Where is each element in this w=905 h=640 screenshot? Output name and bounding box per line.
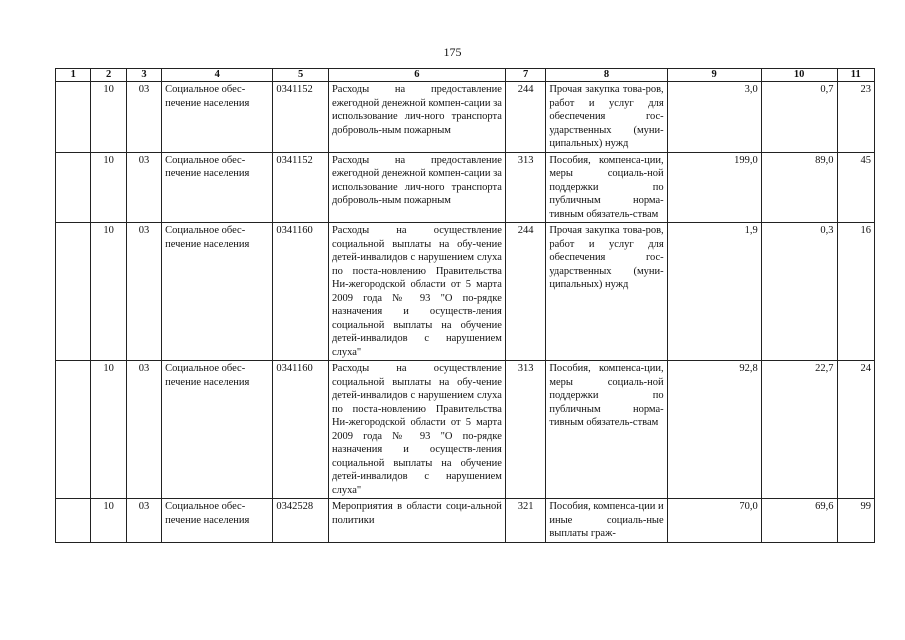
cell-value-actual: 22,7: [761, 361, 837, 499]
cell-section-name: Социальное обес-печение населения: [162, 361, 273, 499]
cell-section: 10: [91, 499, 126, 543]
cell-percent: 45: [837, 152, 874, 223]
cell-col1: [56, 499, 91, 543]
table-row: [56, 499, 875, 543]
cell-expense-description: Мероприятия в области соци-альной политики: [328, 499, 505, 543]
cell-expense-description: Расходы на предоставление ежегодной денежной компен-сации за использование лич-ного транспорта доброволь-ным пожарным: [328, 152, 505, 223]
column-header: 10: [761, 69, 837, 82]
cell-expense-type-code: 321: [505, 499, 545, 543]
cell-value-plan: 199,0: [667, 152, 761, 223]
cell-subsection: 03: [126, 82, 161, 153]
cell-percent: 23: [837, 82, 874, 153]
cell-expense-type-name: Прочая закупка това-ров, работ и услуг для обеспечения гос-ударственных (муни-ципальных) нужд: [546, 223, 667, 361]
cell-target-code: 0341152: [273, 82, 329, 153]
cell-expense-type-name: Пособия, компенса-ции и иные социаль-ные выплаты граж-: [546, 499, 667, 543]
cell-section: 10: [91, 152, 126, 223]
column-header: 2: [91, 69, 126, 82]
cell-expense-description: Расходы на осуществление социальной выплаты на обу-чение детей-инвалидов с нарушением слуха по поста-новлению Правительства Ни-жегородской области от 5 марта 2009 года № 93 "О по-рядке назначения и осуществ-ления социальной выплаты на обучение детей-инвалидов с нарушением слуха": [328, 361, 505, 499]
cell-target-code: 0342528: [273, 499, 329, 543]
cell-col1: [56, 361, 91, 499]
cell-value-actual: 89,0: [761, 152, 837, 223]
page-number: 175: [443, 45, 462, 59]
cell-value-plan: 1,9: [667, 223, 761, 361]
table-row: [56, 223, 875, 361]
cell-value-actual: 69,6: [761, 499, 837, 543]
cell-expense-type-code: 244: [505, 223, 545, 361]
cell-value-actual: 0,7: [761, 82, 837, 153]
column-header: 7: [505, 69, 545, 82]
cell-col1: [56, 223, 91, 361]
cell-section-name: Социальное обес-печение населения: [162, 82, 273, 153]
cell-expense-type-code: 313: [505, 152, 545, 223]
column-header: 9: [667, 69, 761, 82]
cell-target-code: 0341160: [273, 361, 329, 499]
cell-value-plan: 92,8: [667, 361, 761, 499]
header-row: [56, 69, 875, 82]
cell-target-code: 0341160: [273, 223, 329, 361]
cell-section: 10: [91, 223, 126, 361]
table-row: [56, 361, 875, 499]
cell-percent: 24: [837, 361, 874, 499]
cell-subsection: 03: [126, 499, 161, 543]
cell-col1: [56, 82, 91, 153]
cell-value-actual: 0,3: [761, 223, 837, 361]
column-header: 6: [328, 69, 505, 82]
cell-value-plan: 70,0: [667, 499, 761, 543]
cell-percent: 16: [837, 223, 874, 361]
cell-section: 10: [91, 361, 126, 499]
cell-target-code: 0341152: [273, 152, 329, 223]
cell-section-name: Социальное обес-печение населения: [162, 223, 273, 361]
cell-expense-description: Расходы на предоставление ежегодной денежной компен-сации за использование лич-ного транспорта доброволь-ным пожарным: [328, 82, 505, 153]
column-header: 1: [56, 69, 91, 82]
cell-expense-description: Расходы на осуществление социальной выплаты на обу-чение детей-инвалидов с нарушением слуха по поста-новлению Правительства Ни-жегородской области от 5 марта 2009 года № 93 "О по-рядке назначения и осуществ-ления социальной выплаты на обучение детей-инвалидов с нарушением слуха": [328, 223, 505, 361]
cell-subsection: 03: [126, 152, 161, 223]
cell-expense-type-code: 313: [505, 361, 545, 499]
cell-percent: 99: [837, 499, 874, 543]
cell-expense-type-code: 244: [505, 82, 545, 153]
cell-expense-type-name: Прочая закупка това-ров, работ и услуг для обеспечения гос-ударственных (муни-ципальных) нужд: [546, 82, 667, 153]
cell-expense-type-name: Пособия, компенса-ции, меры социаль-ной поддержки по публичным норма-тивным обязатель-ствам: [546, 152, 667, 223]
column-header: 8: [546, 69, 667, 82]
column-header: 4: [162, 69, 273, 82]
cell-subsection: 03: [126, 223, 161, 361]
cell-value-plan: 3,0: [667, 82, 761, 153]
cell-expense-type-name: Пособия, компенса-ции, меры социаль-ной поддержки по публичным норма-тивным обязатель-ствам: [546, 361, 667, 499]
table-row: [56, 82, 875, 153]
cell-section-name: Социальное обес-печение населения: [162, 152, 273, 223]
cell-section-name: Социальное обес-печение населения: [162, 499, 273, 543]
column-header: 3: [126, 69, 161, 82]
budget-table: [55, 68, 875, 543]
cell-subsection: 03: [126, 361, 161, 499]
column-header: 11: [837, 69, 874, 82]
column-header: 5: [273, 69, 329, 82]
cell-col1: [56, 152, 91, 223]
cell-section: 10: [91, 82, 126, 153]
table-row: [56, 152, 875, 223]
